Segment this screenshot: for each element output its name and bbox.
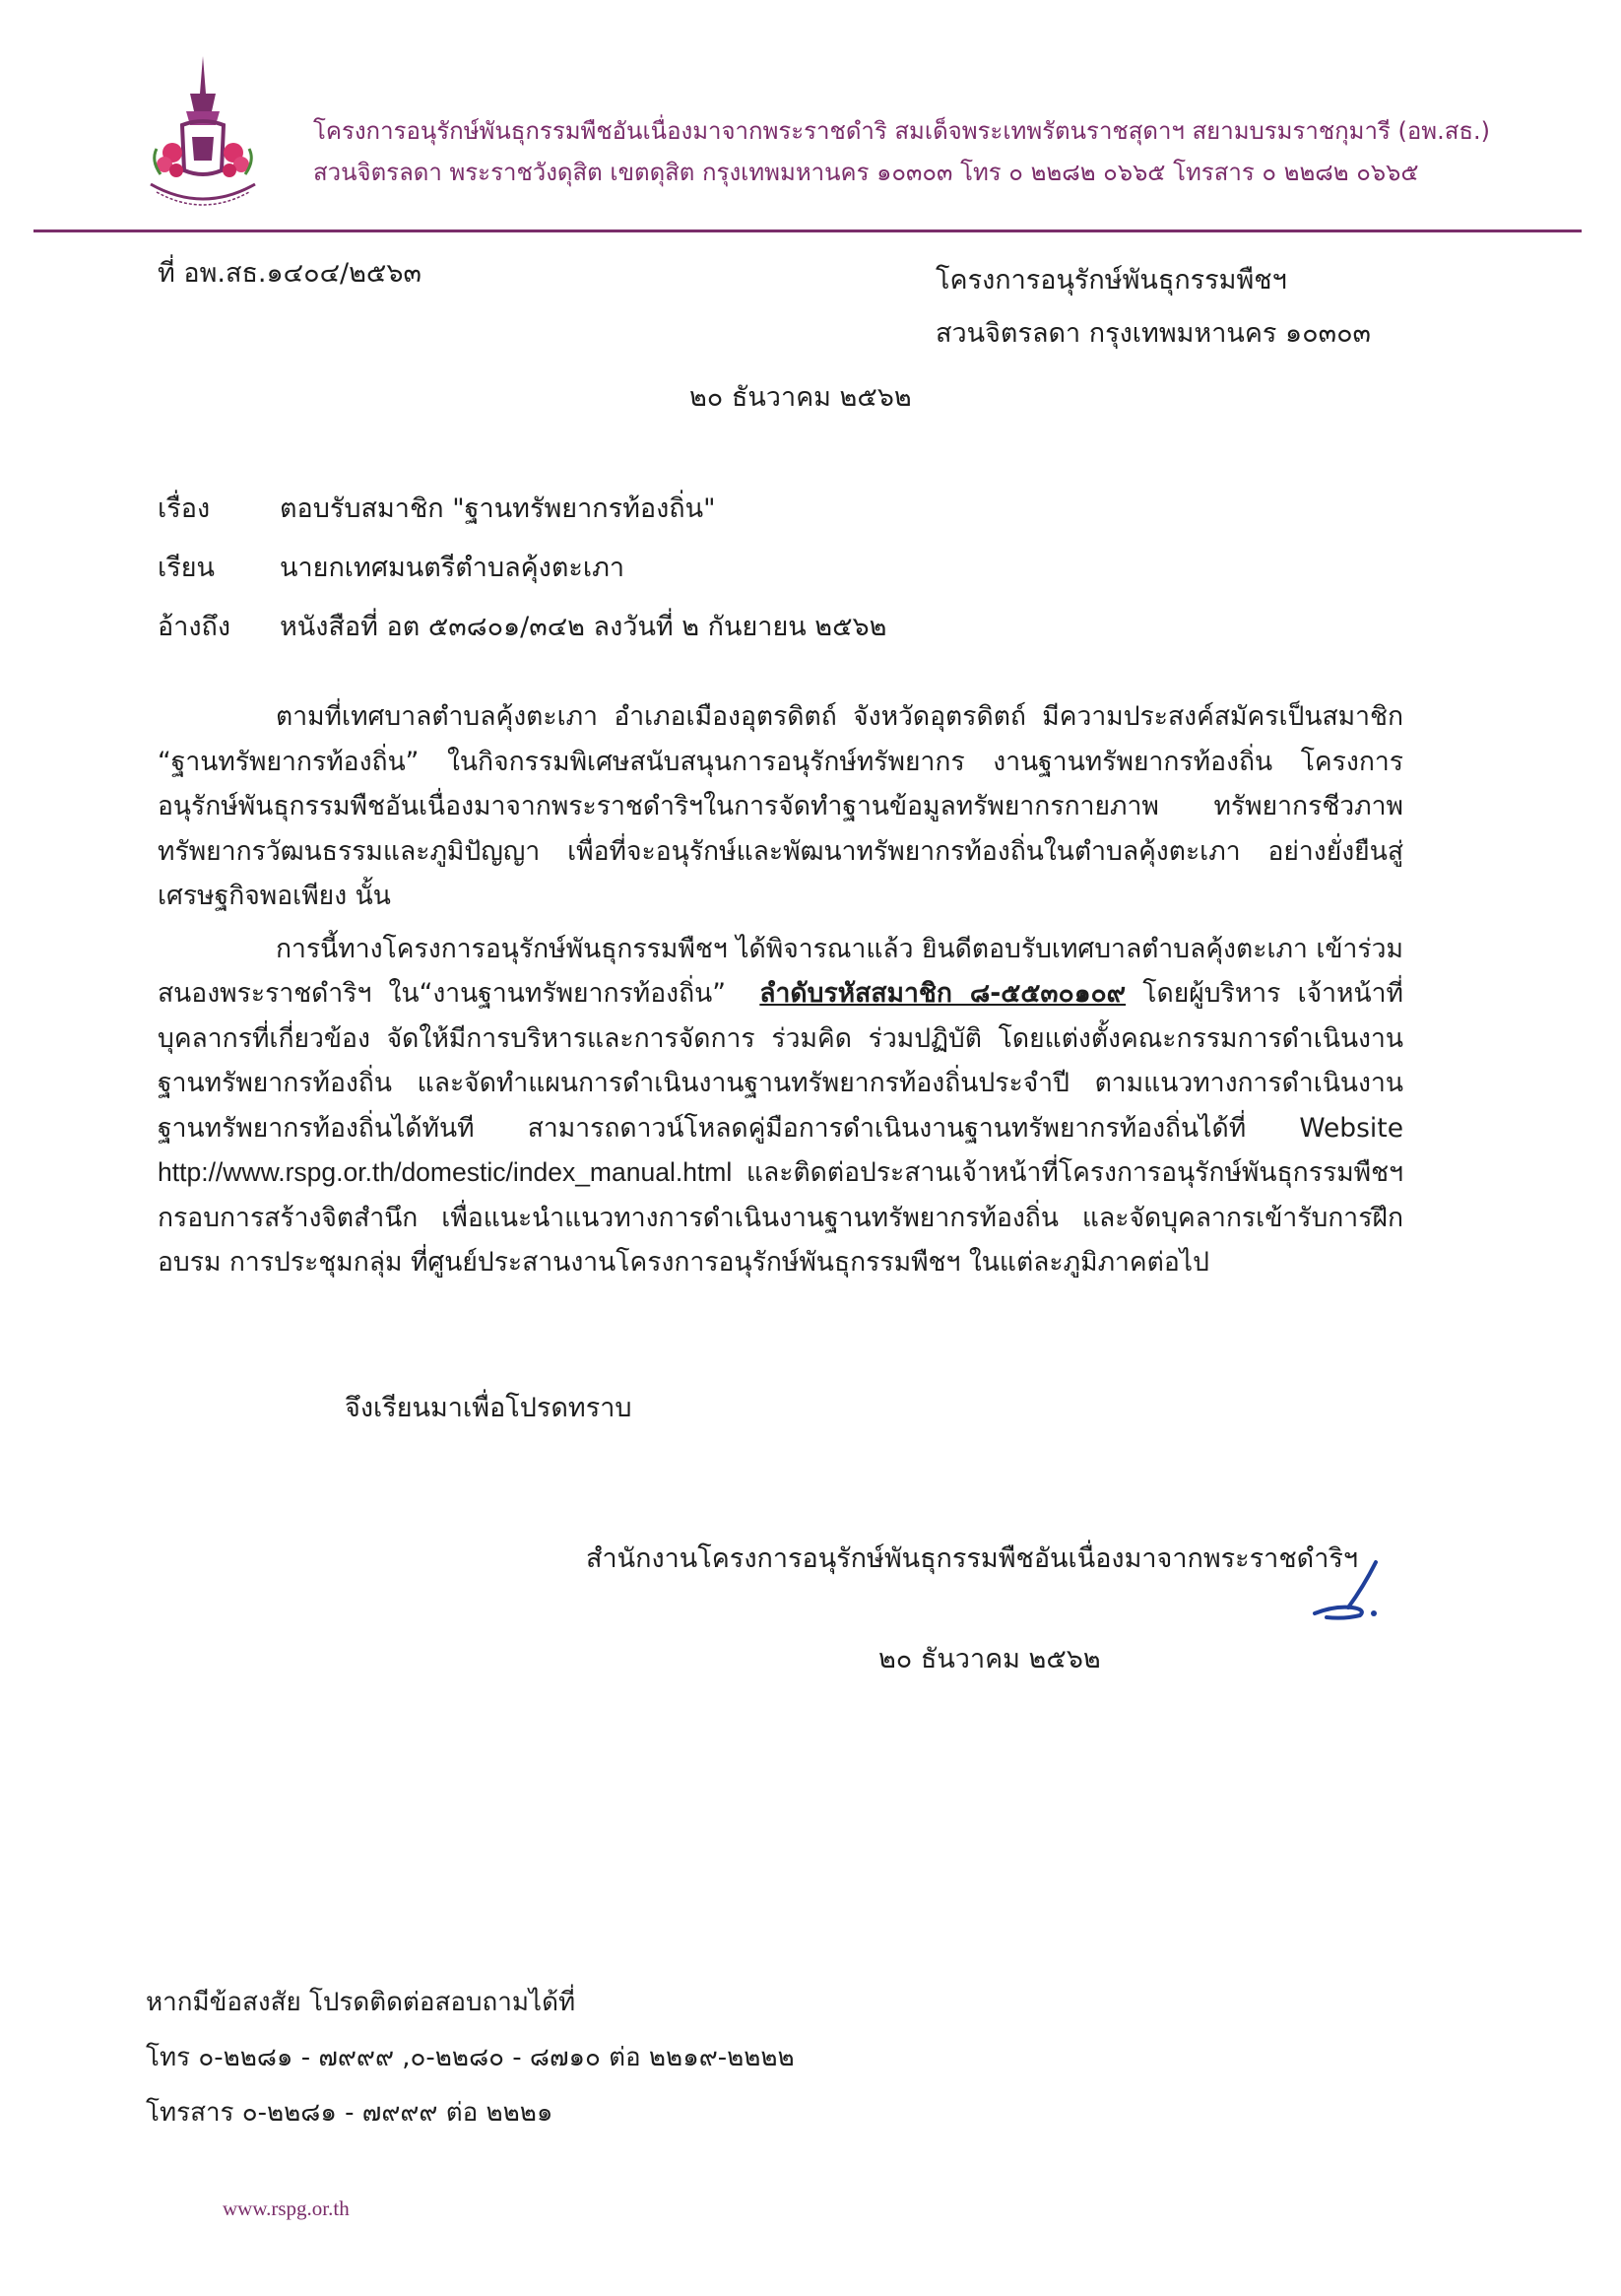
contact-phone: โทร ๐-๒๒๘๑ - ๗๙๙๙ ,๐-๒๒๘๐ - ๘๗๑๐ ต่อ ๒๒๑๙-๒๒๒๒	[146, 2043, 795, 2072]
letter-meta	[158, 478, 886, 655]
letterhead-text	[313, 110, 1490, 193]
signature-office: สำนักงานโครงการอนุรักษ์พันธุกรรมพืชอันเนื่องมาจากพระราชดำริฯ	[586, 1543, 1359, 1574]
contact-info	[146, 1975, 795, 2140]
body-p2-end: และติดต่อประสานเจ้าหน้าที่โครงการอนุรักษ์พันธุกรรมพืชฯ กรอบการสร้างจิตสำนึก เพื่อแนะนำแนวทางการดำเนินงานฐานทรัพยากรท้องถิ่น และจัดบุคลากรเข้ารับการฝึกอบรม การประชุมกลุ่ม ที่ศูนย์ประสานงานโครงการอนุรักษ์พันธุกรรมพืชฯ ในแต่ละภูมิภาคต่อไป	[158, 1157, 1403, 1278]
letter-date: ๒๐ ธันวาคม ๒๕๖๒	[689, 382, 912, 413]
body-paragraph-2	[158, 927, 1403, 1285]
recipient-label: เรียน	[158, 552, 216, 583]
member-code: ลำดับรหัสสมาชิก ๘-๕๕๓๐๑๐๙	[759, 978, 1127, 1009]
body-paragraph-1: ตามที่เทศบาลตำบลคุ้งตะเภา อำเภอเมืองอุตรดิตถ์ จังหวัดอุตรดิตถ์ มีความประสงค์สมัครเป็นสมาชิก “ฐานทรัพยากรท้องถิ่น” ในกิจกรรมพิเศษสนับสนุนการอนุรักษ์ทรัพยากร งานฐานทรัพยากรท้องถิ่น โครงการอนุรักษ์พันธุกรรมพืชอันเนื่องมาจากพระราชดำริฯในการจัดทำฐานข้อมูลทรัพยากรกายภาพ ทรัพยากรชีวภาพ ทรัพยากรวัฒนธรรมและภูมิปัญญา เพื่อที่จะอนุรักษ์และพัฒนาทรัพยากรท้องถิ่นในตำบลคุ้งตะเภา อย่างยั่งยืนสู่เศรษฐกิจพอเพียง นั้น	[158, 701, 1403, 911]
manual-url-link[interactable]: http://www.rspg.or.th/domestic/index_manual.html	[158, 1157, 733, 1187]
letter-body	[158, 694, 1403, 1285]
letterhead	[0, 0, 1621, 241]
recipient-row	[158, 537, 886, 596]
body-p2-middle: โดยผู้บริหาร เจ้าหน้าที่ บุคลากรที่เกี่ยวข้อง จัดให้มีการบริหารและการจัดการ ร่วมคิด ร่วมปฏิบัติ โดยแต่งตั้งคณะกรรมการดำเนินงานฐานทรัพยากรท้องถิ่น และจัดทำแผนการดำเนินงานฐานทรัพยากรท้องถิ่นประจำปี ตามแนวทางการดำเนินงานฐานทรัพยากรท้องถิ่นได้ทันที สามารถดาวน์โหลดคู่มือการดำเนินงานฐานทรัพยากรท้องถิ่นได้ที่ Website	[158, 978, 1403, 1144]
crest-logo-icon	[143, 54, 263, 212]
contact-fax: โทรสาร ๐-๒๒๘๑ - ๗๙๙๙ ต่อ ๒๒๒๑	[146, 2098, 553, 2128]
footer-website-link[interactable]: www.rspg.or.th	[223, 2197, 350, 2220]
sender-line-2: สวนจิตรลดา กรุงเทพมหานคร ๑๐๓๐๓	[936, 318, 1372, 349]
closing-line: จึงเรียนมาเพื่อโปรดทราบ	[345, 1393, 632, 1423]
sender-address	[936, 254, 1371, 361]
body-p2-intro: การนี้ทางโครงการอนุรักษ์พันธุกรรมพืชฯ ได้พิจารณาแล้ว ยินดีตอบรับเทศบาลตำบลคุ้งตะเภา เข้าร่วมสนองพระราชดำริฯ ใน“งานฐานทรัพยากรท้องถิ่น”	[158, 933, 1403, 1009]
subject-row	[158, 478, 886, 537]
subject-value: ตอบรับสมาชิก "ฐานทรัพยากรท้องถิ่น"	[280, 492, 716, 524]
signature-date: ๒๐ ธันวาคม ๒๕๖๒	[878, 1644, 1101, 1674]
reference-row	[158, 596, 886, 655]
recipient-value: นายกเทศมนตรีตำบลคุ้งตะเภา	[280, 552, 625, 583]
sender-line-1: โครงการอนุรักษ์พันธุกรรมพืชฯ	[936, 265, 1287, 295]
letterhead-line-2: สวนจิตรลดา พระราชวังดุสิต เขตดุสิต กรุงเทพมหานคร ๑๐๓๐๓ โทร ๐ ๒๒๘๒ ๐๖๖๕ โทรสาร ๐ ๒๒๘๒ ๐๖๖๕	[313, 159, 1419, 186]
document-number: ที่ อพ.สธ.๑๔๐๔/๒๕๖๓	[158, 258, 421, 289]
handwritten-signature-icon	[1305, 1556, 1394, 1625]
letterhead-divider	[33, 230, 1582, 232]
reference-value: หนังสือที่ อต ๕๓๘๐๑/๓๔๒ ลงวันที่ ๒ กันยายน ๒๕๖๒	[280, 611, 887, 642]
letterhead-line-1: โครงการอนุรักษ์พันธุกรรมพืชอันเนื่องมาจากพระราชดำริ สมเด็จพระเทพรัตนราชสุดาฯ สยามบรมราชกุมารี (อพ.สธ.)	[313, 117, 1490, 145]
reference-label: อ้างถึง	[158, 611, 231, 642]
contact-intro: หากมีข้อสงสัย โปรดติดต่อสอบถามได้ที่	[146, 1988, 576, 2017]
subject-label: เรื่อง	[158, 492, 211, 524]
